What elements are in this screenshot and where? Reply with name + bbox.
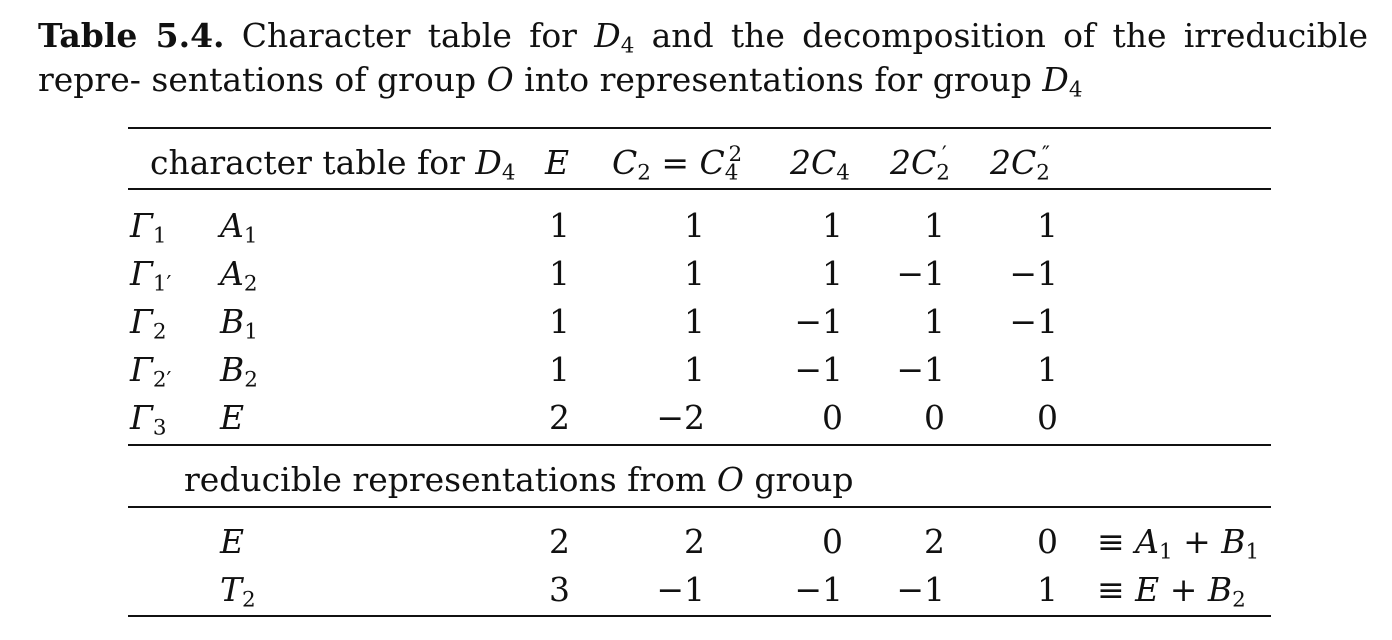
- gamma-label: $\Gamma_{1'}$: [130, 254, 172, 297]
- irrep-label: $A_2$: [220, 254, 258, 297]
- character-value: 1: [924, 206, 945, 245]
- character-value: −1: [656, 570, 705, 609]
- irrep-label: $A_1$: [220, 206, 258, 249]
- header-title: [150, 143, 516, 186]
- character-value: 2: [549, 522, 570, 561]
- header-class-2c2p: $2C_2'$: [890, 142, 950, 186]
- section-rule: [128, 444, 1271, 446]
- caption-math-sub: 4: [1068, 77, 1083, 103]
- caption-label: Table 5.4.: [38, 16, 225, 55]
- character-value: 1: [549, 206, 570, 245]
- irrep-label: $B_2$: [220, 350, 258, 393]
- character-value: −1: [794, 570, 843, 609]
- character-value: −1: [794, 350, 843, 389]
- character-value: 0: [1037, 522, 1058, 561]
- character-value: 1: [684, 302, 705, 341]
- bottom-rule: [128, 615, 1271, 617]
- irrep-label: E: [220, 398, 245, 437]
- character-value: 0: [822, 398, 843, 437]
- gamma-label: $\Gamma_1$: [130, 206, 167, 249]
- character-value: −2: [656, 398, 705, 437]
- gamma-label: $\Gamma_3$: [130, 398, 167, 441]
- reducible-label: E: [220, 522, 245, 561]
- character-value: −1: [896, 570, 945, 609]
- character-value: 3: [549, 570, 570, 609]
- header-class-2c2pp: $2C_2''$: [990, 142, 1050, 186]
- character-value: 1: [822, 206, 843, 245]
- decomposition: ≡ $A_1 + B_1$: [1097, 522, 1260, 565]
- character-value: 1: [1037, 570, 1058, 609]
- character-value: 1: [924, 302, 945, 341]
- character-value: 0: [924, 398, 945, 437]
- character-value: 2: [684, 522, 705, 561]
- decomposition: ≡ $E + B_2$: [1097, 570, 1246, 613]
- character-value: 0: [822, 522, 843, 561]
- character-value: −1: [1009, 254, 1058, 293]
- caption-math: D: [1042, 60, 1069, 99]
- character-value: −1: [896, 350, 945, 389]
- character-value: 1: [822, 254, 843, 293]
- caption-math: D: [594, 16, 621, 55]
- reducible-label: $T_2$: [220, 570, 256, 613]
- character-value: −1: [1009, 302, 1058, 341]
- character-value: 1: [549, 254, 570, 293]
- character-value: 1: [684, 350, 705, 389]
- header-group: D: [475, 143, 502, 182]
- character-value: 1: [684, 206, 705, 245]
- character-value: 1: [684, 254, 705, 293]
- header-class-c2: $C_2 = C_4^2$: [612, 142, 743, 186]
- caption-text: and the decomposition of the irreducible repre-: [38, 16, 1368, 99]
- subsection-rule: [128, 506, 1271, 508]
- character-value: 1: [549, 302, 570, 341]
- character-value: 2: [924, 522, 945, 561]
- caption-text: into representations for group: [513, 60, 1043, 99]
- irrep-label: $B_1$: [220, 302, 258, 345]
- caption-math-sub: 4: [620, 33, 635, 59]
- header-title-text: character table for: [150, 143, 465, 182]
- header-group-sub: 4: [501, 160, 516, 186]
- header-class-e: E: [545, 143, 570, 182]
- caption-text: sentations of group: [151, 60, 487, 99]
- gamma-label: $\Gamma_2$: [130, 302, 167, 345]
- header-class-2c4: $2C_4$: [790, 143, 850, 186]
- character-value: −1: [794, 302, 843, 341]
- gamma-label: $\Gamma_{2'}$: [130, 350, 172, 393]
- character-value: 1: [549, 350, 570, 389]
- character-value: −1: [896, 254, 945, 293]
- character-value: 1: [1037, 350, 1058, 389]
- character-value: 0: [1037, 398, 1058, 437]
- character-value: 2: [549, 398, 570, 437]
- section-title: reducible representations from O group: [184, 460, 854, 499]
- header-rule: [128, 188, 1271, 190]
- top-rule: [128, 127, 1271, 129]
- character-value: 1: [1037, 206, 1058, 245]
- caption-text: Character table for: [241, 16, 595, 55]
- table-caption: [38, 14, 1368, 102]
- caption-math: O: [486, 60, 514, 99]
